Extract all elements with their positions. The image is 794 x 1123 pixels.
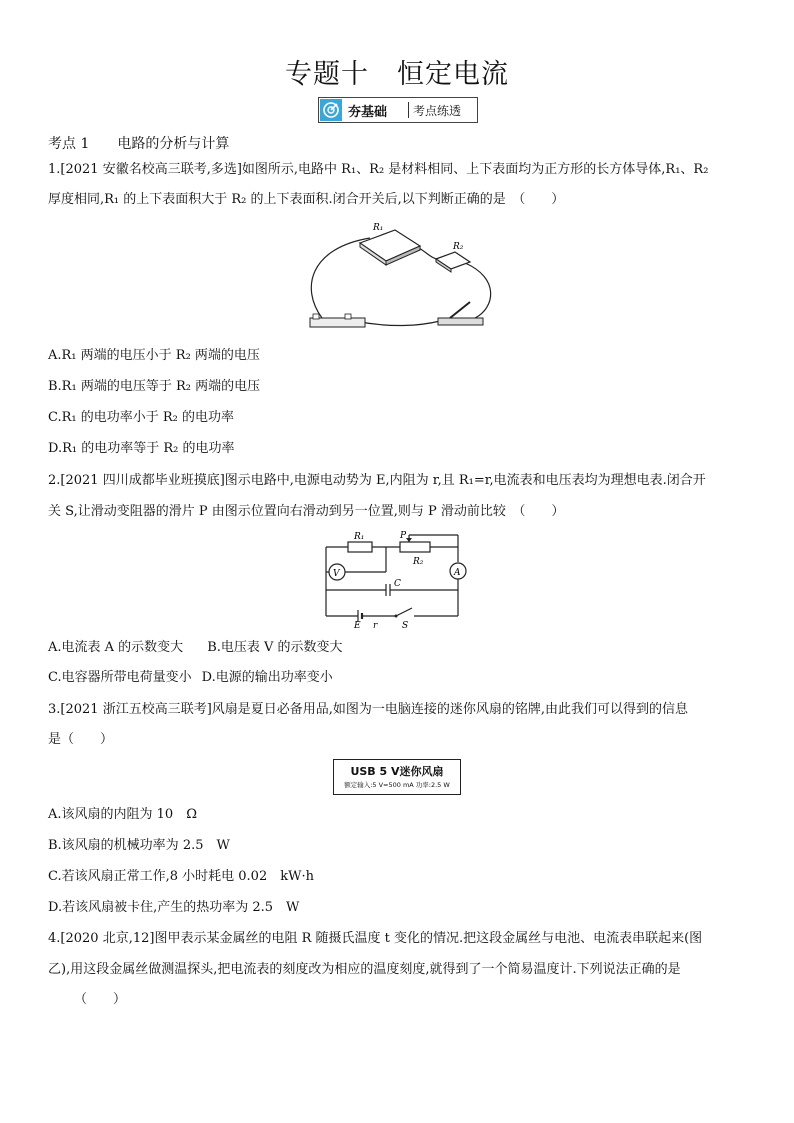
q2-circuit-figure <box>318 528 468 630</box>
badge-sub-label: 考点练透 <box>413 103 462 118</box>
q3-stem-line2: 是（ ） <box>48 732 114 747</box>
switch <box>438 318 483 325</box>
q2-option-b: B.电压表 V 的示数变大 <box>207 640 343 655</box>
q4-stem-line2: 乙),用这段金属丝做测温探头,把电流表的刻度改为相应的温度刻度,就得到了一个简易温度计.下列说法正确的是 <box>48 962 681 977</box>
fan-nameplate-title: USB 5 V迷你风扇 <box>350 765 444 778</box>
q1-stem-line2: 厚度相同,R₁ 的上下表面积大于 R₂ 的上下表面积.闭合开关后,以下判断正确的是 （ ） <box>48 192 565 207</box>
q4-stem-line1: 4.[2020 北京,12]图甲表示某金属丝的电阻 R 随摄氏温度 t 变化的情况.把这段金属丝与电池、电流表串联起来(图 <box>48 931 703 946</box>
q2-stem-line2: 关 S,让滑动变阻器的滑片 P 由图示位置向右滑动到另一位置,则与 P 滑动前比较 （ ） <box>48 504 565 519</box>
r1-block <box>360 230 420 261</box>
label-p: P <box>400 531 407 541</box>
fan-nameplate <box>333 759 461 795</box>
label-r: r <box>373 621 378 630</box>
label-e: E <box>354 621 361 630</box>
q2-option-d: D.电源的输出功率变小 <box>201 670 333 685</box>
q3-option-c: C.若该风扇正常工作,8 小时耗电 0.02 kW·h <box>48 869 314 884</box>
q2-option-a: A.电流表 A 的示数变大 <box>48 640 184 655</box>
label-c: C <box>394 579 401 589</box>
label-r2: R₂ <box>413 557 424 567</box>
r2-block <box>436 252 470 269</box>
label-a: A <box>454 568 461 578</box>
q4-stem-line3: （ ） <box>74 992 127 1007</box>
label-r1: R₁ <box>354 532 365 542</box>
section-badge <box>318 97 478 123</box>
switch-lever <box>396 608 412 616</box>
q1-circuit-figure <box>300 218 500 333</box>
section-heading: 考点 1 电路的分析与计算 <box>48 136 230 152</box>
target-icon <box>320 99 342 121</box>
q1-label-r1: R₁ <box>373 223 384 233</box>
switch-pivot <box>395 615 398 618</box>
q2-stem-line1: 2.[2021 四川成都毕业班摸底]图示电路中,电源电动势为 E,内阻为 r,且 R₁=r,电流表和电压表均为理想电表.闭合开 <box>48 473 706 488</box>
rheostat-r2 <box>400 542 430 552</box>
q1-label-r2: R₂ <box>453 242 464 252</box>
q2-option-c: C.电容器所带电荷量变小 <box>48 670 192 685</box>
badge-divider <box>408 102 409 118</box>
badge-main-label: 夯基础 <box>348 104 388 120</box>
q1-stem-line1: 1.[2021 安徽名校高三联考,多选]如图所示,电路中 R₁、R₂ 是材料相同、上下表面均为正方形的长方体导体,R₁、R₂ <box>48 162 709 177</box>
fan-nameplate-spec: 额定输入:5 V=500 mA 功率:2.5 W <box>344 781 450 789</box>
q3-option-a: A.该风扇的内阻为 10 Ω <box>48 807 197 822</box>
q3-option-b: B.该风扇的机械功率为 2.5 W <box>48 838 230 853</box>
q1-option-a: A.R₁ 两端的电压小于 R₂ 两端的电压 <box>48 348 260 363</box>
resistor-r1 <box>348 542 372 552</box>
label-s: S <box>402 621 409 630</box>
label-v: V <box>333 569 340 579</box>
q2-options-row1 <box>48 638 758 658</box>
q1-option-c: C.R₁ 的电功率小于 R₂ 的电功率 <box>48 410 235 425</box>
page-title: 专题十 恒定电流 <box>285 59 509 90</box>
q1-option-d: D.R₁ 的电功率等于 R₂ 的电功率 <box>48 441 235 456</box>
q2-options-row2 <box>48 668 758 688</box>
q3-option-d: D.若该风扇被卡住,产生的热功率为 2.5 W <box>48 900 300 915</box>
q1-option-b: B.R₁ 两端的电压等于 R₂ 两端的电压 <box>48 379 261 394</box>
q3-stem-line1: 3.[2021 浙江五校高三联考]风扇是夏日必备用品,如图为一电脑连接的迷你风扇的铭牌,由此我们可以得到的信息 <box>48 702 689 717</box>
